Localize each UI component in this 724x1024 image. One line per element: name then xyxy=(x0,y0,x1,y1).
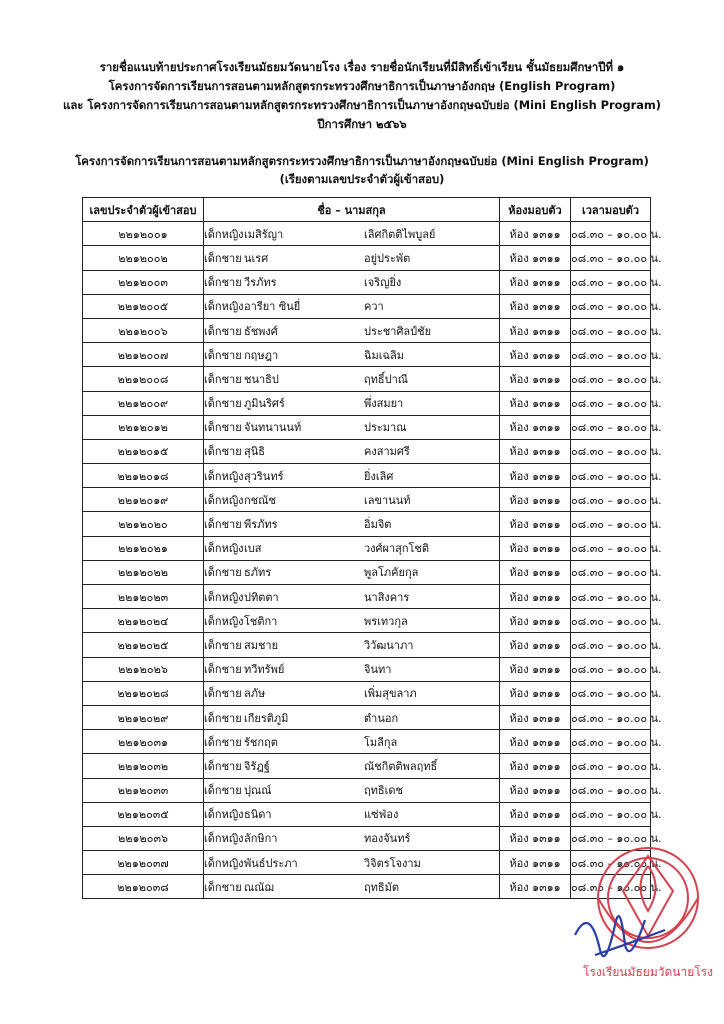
exam-id-cell: ๒๒๑๒๐๑๘ xyxy=(83,464,204,488)
time-cell: ๐๘.๓๐ – ๑๐.๐๐ น. xyxy=(571,730,651,754)
first-name: ปทิตตา xyxy=(244,590,279,604)
last-name: โมลีกุล xyxy=(364,735,398,749)
room-cell: ห้อง ๑๓๑๑ xyxy=(500,294,571,318)
student-name-cell xyxy=(204,391,500,415)
last-name: เจริญยิ่ง xyxy=(364,276,402,290)
time-cell: ๐๘.๓๐ – ๑๐.๐๐ น. xyxy=(571,488,651,512)
gender-label: เด็กชาย xyxy=(204,663,242,677)
student-name-cell xyxy=(204,367,500,391)
gender-label: เด็กชาย xyxy=(204,251,242,265)
room-cell: ห้อง ๑๓๑๑ xyxy=(500,415,571,439)
table-row xyxy=(83,826,651,850)
table-row xyxy=(83,343,651,367)
student-name-cell xyxy=(204,875,500,899)
gender-label: เด็กชาย xyxy=(204,348,242,362)
exam-id-cell: ๒๒๑๒๐๓๓ xyxy=(83,778,204,802)
last-name: ตำนอก xyxy=(364,711,399,725)
last-name: จินทา xyxy=(364,663,392,677)
time-cell: ๐๘.๓๐ – ๑๐.๐๐ น. xyxy=(571,802,651,826)
seal-caption: โรงเรียนมัธยมวัดนายโรง xyxy=(583,965,713,979)
exam-id-cell: ๒๒๑๒๐๐๒ xyxy=(83,246,204,270)
room-cell: ห้อง ๑๓๑๑ xyxy=(500,730,571,754)
student-table xyxy=(82,197,662,899)
gender-label: เด็กชาย xyxy=(204,276,242,290)
first-name: เมสิรัญา xyxy=(244,227,284,241)
first-name: พีรภัทร xyxy=(244,518,278,532)
column-header-room: ห้องมอบตัว xyxy=(500,198,571,222)
room-cell: ห้อง ๑๓๑๑ xyxy=(500,439,571,463)
student-name-cell xyxy=(204,222,500,246)
last-name: ฤทธิมัต xyxy=(364,880,400,894)
gender-label: เด็กชาย xyxy=(204,518,242,532)
room-cell: ห้อง ๑๓๑๑ xyxy=(500,536,571,560)
first-name: กฤษฎา xyxy=(244,348,279,362)
student-name-cell xyxy=(204,851,500,875)
time-cell: ๐๘.๓๐ – ๑๐.๐๐ น. xyxy=(571,560,651,584)
time-cell: ๐๘.๓๐ – ๑๐.๐๐ น. xyxy=(571,585,651,609)
document-subheader xyxy=(0,152,724,188)
last-name: ฤทธิเดช xyxy=(364,784,403,798)
student-name-cell xyxy=(204,464,500,488)
student-name-cell xyxy=(204,705,500,729)
last-name: ยิ่งเลิศ xyxy=(364,469,394,483)
room-cell: ห้อง ๑๓๑๑ xyxy=(500,246,571,270)
time-cell: ๐๘.๓๐ – ๑๐.๐๐ น. xyxy=(571,318,651,342)
table-row xyxy=(83,778,651,802)
time-cell: ๐๘.๓๐ – ๑๐.๐๐ น. xyxy=(571,222,651,246)
header-line-3: และ โครงการจัดการเรียนการสอนตามหลักสูตรกระทรวงศึกษาธิการเป็นภาษาอังกฤษฉบับย่อ (Mini English Program) xyxy=(62,98,662,112)
column-header-name: ชื่อ – นามสกุล xyxy=(204,198,500,222)
last-name: วงศ์ผาสุกโชติ xyxy=(364,542,430,556)
student-name-cell xyxy=(204,343,500,367)
last-name: คงสามศรี xyxy=(364,445,410,459)
exam-id-cell: ๒๒๑๒๐๐๖ xyxy=(83,318,204,342)
exam-id-cell: ๒๒๑๒๐๒๒ xyxy=(83,560,204,584)
table-row xyxy=(83,585,651,609)
student-name-cell xyxy=(204,778,500,802)
exam-id-cell: ๒๒๑๒๐๑๒ xyxy=(83,415,204,439)
last-name: ควา xyxy=(364,300,384,314)
gender-label: เด็กชาย xyxy=(204,711,242,725)
last-name: ประชาศิลป์ชัย xyxy=(364,324,432,338)
exam-id-cell: ๒๒๑๒๐๐๓ xyxy=(83,270,204,294)
last-name: พูลโภคัยกุล xyxy=(364,566,419,580)
gender-label: เด็กหญิง xyxy=(204,808,244,822)
gender-label: เด็กชาย xyxy=(204,372,242,386)
room-cell: ห้อง ๑๓๑๑ xyxy=(500,633,571,657)
time-cell: ๐๘.๓๐ – ๑๐.๐๐ น. xyxy=(571,609,651,633)
gender-label: เด็กชาย xyxy=(204,421,242,435)
last-name: ทองจันทร์ xyxy=(364,832,411,846)
header-line-2: โครงการจัดการเรียนการสอนตามหลักสูตรกระทรวงศึกษาธิการเป็นภาษาอังกฤษ (English Program) xyxy=(108,79,616,93)
table-row xyxy=(83,754,651,778)
subheader-line-2: (เรียงตามเลขประจำตัวผู้เข้าสอบ) xyxy=(279,172,445,186)
header-line-4: ปีการศึกษา ๒๕๖๖ xyxy=(317,117,407,131)
room-cell: ห้อง ๑๓๑๑ xyxy=(500,318,571,342)
last-name: วิจิตรโจงาม xyxy=(364,856,421,870)
time-cell: ๐๘.๓๐ – ๑๐.๐๐ น. xyxy=(571,705,651,729)
header-line-1: รายชื่อแนบท้ายประกาศโรงเรียนมัธยมวัดนายโรง เรื่อง รายชื่อนักเรียนที่มีสิทธิ์เข้าเรียน ชั้นมัธยมศึกษาปีที่ ๑ xyxy=(99,60,625,74)
exam-id-cell: ๒๒๑๒๐๐๑ xyxy=(83,222,204,246)
subheader-line-1: โครงการจัดการเรียนการสอนตามหลักสูตรกระทรวงศึกษาธิการเป็นภาษาอังกฤษฉบับย่อ (Mini English Program) xyxy=(75,154,649,168)
gender-label: เด็กชาย xyxy=(204,784,242,798)
first-name: สมชาย xyxy=(244,638,279,652)
exam-id-cell: ๒๒๑๒๐๓๗ xyxy=(83,851,204,875)
student-name-cell xyxy=(204,439,500,463)
exam-id-cell: ๒๒๑๒๐๓๒ xyxy=(83,754,204,778)
student-name-cell xyxy=(204,512,500,536)
room-cell: ห้อง ๑๓๑๑ xyxy=(500,367,571,391)
signature xyxy=(565,895,675,975)
first-name: ธัชพงศ์ xyxy=(244,324,278,338)
last-name: เพิ่มสุขลาภ xyxy=(364,687,417,701)
first-name: สุวรินทร์ xyxy=(244,469,284,483)
last-name: พึ่งสมยา xyxy=(364,397,404,411)
student-name-cell xyxy=(204,488,500,512)
table-row xyxy=(83,294,651,318)
student-name-cell xyxy=(204,585,500,609)
last-name: วิวัฒนาภา xyxy=(364,638,414,652)
first-name: เบส xyxy=(244,542,262,556)
first-name: ลภัษ xyxy=(244,687,266,701)
table-row xyxy=(83,391,651,415)
table-row xyxy=(83,730,651,754)
table-row xyxy=(83,681,651,705)
room-cell: ห้อง ๑๓๑๑ xyxy=(500,851,571,875)
exam-id-cell: ๒๒๑๒๐๓๖ xyxy=(83,826,204,850)
last-name: พรเทวกุล xyxy=(364,614,408,628)
time-cell: ๐๘.๓๐ – ๑๐.๐๐ น. xyxy=(571,270,651,294)
exam-id-cell: ๒๒๑๒๐๑๕ xyxy=(83,439,204,463)
gender-label: เด็กชาย xyxy=(204,445,242,459)
first-name: ธภัทร xyxy=(244,566,272,580)
gender-label: เด็กชาย xyxy=(204,735,242,749)
time-cell: ๐๘.๓๐ – ๑๐.๐๐ น. xyxy=(571,246,651,270)
time-cell: ๐๘.๓๐ – ๑๐.๐๐ น. xyxy=(571,512,651,536)
last-name: ประมาณ xyxy=(364,421,407,435)
table-row xyxy=(83,367,651,391)
last-name: เลิศกิตติไพบูลย์ xyxy=(364,227,436,241)
time-cell: ๐๘.๓๐ – ๑๐.๐๐ น. xyxy=(571,294,651,318)
table-row xyxy=(83,657,651,681)
time-cell: ๐๘.๓๐ – ๑๐.๐๐ น. xyxy=(571,778,651,802)
gender-label: เด็กหญิง xyxy=(204,590,244,604)
first-name: ชนาธิป xyxy=(244,372,279,386)
gender-label: เด็กชาย xyxy=(204,566,242,580)
table-row xyxy=(83,222,651,246)
time-cell: ๐๘.๓๐ – ๑๐.๐๐ น. xyxy=(571,681,651,705)
exam-id-cell: ๒๒๑๒๐๒๕ xyxy=(83,633,204,657)
student-name-cell xyxy=(204,294,500,318)
last-name: อยู่ประพัต xyxy=(364,251,411,265)
gender-label: เด็กหญิง xyxy=(204,614,244,628)
first-name: จิรัฎฐ์ xyxy=(244,759,270,773)
time-cell: ๐๘.๓๐ – ๑๐.๐๐ น. xyxy=(571,439,651,463)
exam-id-cell: ๒๒๑๒๐๐๘ xyxy=(83,367,204,391)
first-name: อารียา ซินยี่ xyxy=(244,300,301,314)
time-cell: ๐๘.๓๐ – ๑๐.๐๐ น. xyxy=(571,851,651,875)
room-cell: ห้อง ๑๓๑๑ xyxy=(500,609,571,633)
student-name-cell xyxy=(204,730,500,754)
last-name: แซ่ฟ่อง xyxy=(364,808,399,822)
table-row xyxy=(83,560,651,584)
time-cell: ๐๘.๓๐ – ๑๐.๐๐ น. xyxy=(571,826,651,850)
room-cell: ห้อง ๑๓๑๑ xyxy=(500,875,571,899)
exam-id-cell: ๒๒๑๒๐๒๓ xyxy=(83,585,204,609)
first-name: ณณัฌ xyxy=(244,880,274,894)
time-cell: ๐๘.๓๐ – ๑๐.๐๐ น. xyxy=(571,464,651,488)
room-cell: ห้อง ๑๓๑๑ xyxy=(500,754,571,778)
student-name-cell xyxy=(204,826,500,850)
student-name-cell xyxy=(204,536,500,560)
room-cell: ห้อง ๑๓๑๑ xyxy=(500,681,571,705)
time-cell: ๐๘.๓๐ – ๑๐.๐๐ น. xyxy=(571,536,651,560)
table-row xyxy=(83,246,651,270)
last-name: เลขานนท์ xyxy=(364,493,411,507)
time-cell: ๐๘.๓๐ – ๑๐.๐๐ น. xyxy=(571,391,651,415)
room-cell: ห้อง ๑๓๑๑ xyxy=(500,560,571,584)
first-name: พันธ์ประภา xyxy=(244,856,298,870)
exam-id-cell: ๒๒๑๒๐๓๑ xyxy=(83,730,204,754)
student-name-cell xyxy=(204,415,500,439)
gender-label: เด็กหญิง xyxy=(204,469,244,483)
first-name: วีรภัทร xyxy=(244,276,277,290)
room-cell: ห้อง ๑๓๑๑ xyxy=(500,778,571,802)
time-cell: ๐๘.๓๐ – ๑๐.๐๐ น. xyxy=(571,343,651,367)
first-name: จันทนานนท์ xyxy=(244,421,302,435)
exam-id-cell: ๒๒๑๒๐๒๔ xyxy=(83,609,204,633)
first-name: เกียรติภูมิ xyxy=(244,711,289,725)
exam-id-cell: ๒๒๑๒๐๐๙ xyxy=(83,391,204,415)
last-name: ณัชกิตติพลฤทธิ์ xyxy=(364,759,438,773)
room-cell: ห้อง ๑๓๑๑ xyxy=(500,826,571,850)
gender-label: เด็กชาย xyxy=(204,880,242,894)
room-cell: ห้อง ๑๓๑๑ xyxy=(500,270,571,294)
table-row xyxy=(83,270,651,294)
exam-id-cell: ๒๒๑๒๐๓๘ xyxy=(83,875,204,899)
first-name: ทวีทรัพย์ xyxy=(244,663,285,677)
student-name-cell xyxy=(204,560,500,584)
student-name-cell xyxy=(204,246,500,270)
time-cell: ๐๘.๓๐ – ๑๐.๐๐ น. xyxy=(571,633,651,657)
gender-label: เด็กชาย xyxy=(204,759,242,773)
exam-id-cell: ๒๒๑๒๐๓๕ xyxy=(83,802,204,826)
student-name-cell xyxy=(204,681,500,705)
exam-id-cell: ๒๒๑๒๐๒๘ xyxy=(83,681,204,705)
time-cell: ๐๘.๓๐ – ๑๐.๐๐ น. xyxy=(571,415,651,439)
room-cell: ห้อง ๑๓๑๑ xyxy=(500,391,571,415)
student-name-cell xyxy=(204,609,500,633)
table-body xyxy=(83,222,662,899)
last-name: อิ่มจิต xyxy=(364,518,392,532)
student-name-cell xyxy=(204,270,500,294)
table-row xyxy=(83,488,651,512)
time-cell: ๐๘.๓๐ – ๑๐.๐๐ น. xyxy=(571,367,651,391)
gender-label: เด็กชาย xyxy=(204,324,242,338)
room-cell: ห้อง ๑๓๑๑ xyxy=(500,464,571,488)
gender-label: เด็กหญิง xyxy=(204,832,244,846)
gender-label: เด็กหญิง xyxy=(204,856,244,870)
student-name-cell xyxy=(204,802,500,826)
exam-id-cell: ๒๒๑๒๐๒๐ xyxy=(83,512,204,536)
exam-id-cell: ๒๒๑๒๐๒๑ xyxy=(83,536,204,560)
table-row xyxy=(83,415,651,439)
first-name: ภูมินริศร์ xyxy=(244,397,285,411)
table-row xyxy=(83,633,651,657)
first-name: ลักษิกา xyxy=(244,832,278,846)
table-row xyxy=(83,318,651,342)
time-cell: ๐๘.๓๐ – ๑๐.๐๐ น. xyxy=(571,875,651,899)
table-row xyxy=(83,536,651,560)
table-row xyxy=(83,609,651,633)
room-cell: ห้อง ๑๓๑๑ xyxy=(500,657,571,681)
gender-label: เด็กหญิง xyxy=(204,493,244,507)
room-cell: ห้อง ๑๓๑๑ xyxy=(500,512,571,536)
gender-label: เด็กหญิง xyxy=(204,300,244,314)
time-cell: ๐๘.๓๐ – ๑๐.๐๐ น. xyxy=(571,754,651,778)
document-header xyxy=(0,58,724,134)
gender-label: เด็กชาย xyxy=(204,687,242,701)
gender-label: เด็กชาย xyxy=(204,638,242,652)
column-header-time: เวลามอบตัว xyxy=(571,198,651,222)
room-cell: ห้อง ๑๓๑๑ xyxy=(500,705,571,729)
gender-label: เด็กหญิง xyxy=(204,542,244,556)
table-header-row xyxy=(83,198,651,222)
room-cell: ห้อง ๑๓๑๑ xyxy=(500,585,571,609)
student-name-cell xyxy=(204,633,500,657)
first-name: ธนิดา xyxy=(244,808,272,822)
first-name: กชณัช xyxy=(244,493,276,507)
last-name: นาสิงคาร xyxy=(364,590,410,604)
gender-label: เด็กชาย xyxy=(204,397,242,411)
room-cell: ห้อง ๑๓๑๑ xyxy=(500,222,571,246)
room-cell: ห้อง ๑๓๑๑ xyxy=(500,802,571,826)
last-name: ฤทธิ์ปาณี xyxy=(364,372,408,386)
first-name: ปุณณ์ xyxy=(244,784,272,798)
first-name: โชติกา xyxy=(244,614,278,628)
table-row xyxy=(83,439,651,463)
exam-id-cell: ๒๒๑๒๐๒๖ xyxy=(83,657,204,681)
table-row xyxy=(83,464,651,488)
room-cell: ห้อง ๑๓๑๑ xyxy=(500,343,571,367)
first-name: สุนิธิ xyxy=(244,445,265,459)
student-name-cell xyxy=(204,754,500,778)
time-cell: ๐๘.๓๐ – ๑๐.๐๐ น. xyxy=(571,657,651,681)
exam-id-cell: ๒๒๑๒๐๑๙ xyxy=(83,488,204,512)
student-name-cell xyxy=(204,318,500,342)
column-header-id: เลขประจำตัวผู้เข้าสอบ xyxy=(83,198,204,222)
first-name: รัชกฤต xyxy=(244,735,278,749)
table-row xyxy=(83,851,651,875)
student-name-cell xyxy=(204,657,500,681)
exam-id-cell: ๒๒๑๒๐๒๙ xyxy=(83,705,204,729)
exam-id-cell: ๒๒๑๒๐๐๗ xyxy=(83,343,204,367)
gender-label: เด็กหญิง xyxy=(204,227,244,241)
last-name: ฉิมเฉลิม xyxy=(364,348,404,362)
table-row xyxy=(83,802,651,826)
exam-id-cell: ๒๒๑๒๐๐๕ xyxy=(83,294,204,318)
table-row xyxy=(83,705,651,729)
first-name: นเรศ xyxy=(244,251,269,265)
room-cell: ห้อง ๑๓๑๑ xyxy=(500,488,571,512)
table-row xyxy=(83,512,651,536)
